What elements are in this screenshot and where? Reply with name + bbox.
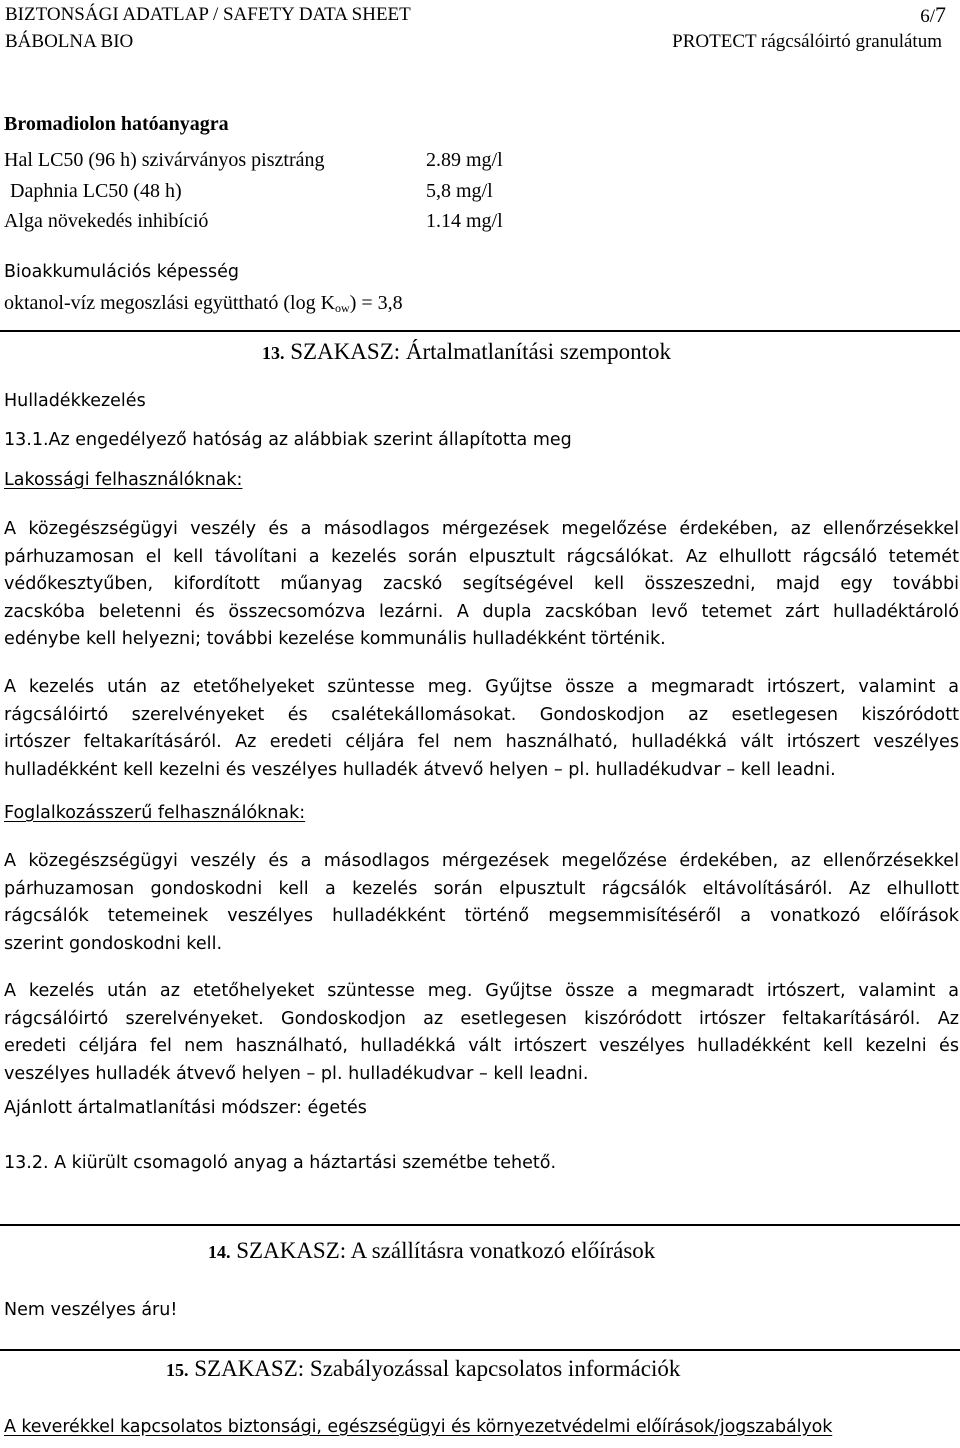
paragraph-line: hulladékként kell kezelni és veszélyes hulladék átvevő helyen – pl. hulladékudvar – kell leadni. (4, 759, 836, 780)
paragraph-line: rágcsálóirtó szerelvényeket. Gondoskodjon az esetlegesen kiszóródott irtószer feltakarításáról. Az (4, 1008, 959, 1029)
bioaccumulation-value (4, 292, 403, 316)
ecotox-row-label: Alga növekedés inhibíció (4, 210, 209, 232)
paragraph-line: A kezelés után az etetőhelyeket szüntesse meg. Gyűjtse össze a megmaradt irtószert, valamint a (4, 981, 959, 1001)
regulatory-text: A keverékkel kapcsolatos biztonsági, egészségügyi és környezetvédelmi előírások/jogszabályok (4, 1417, 833, 1437)
paragraph-line: párhuzamosan el kell távolítani a kezelés során elpusztult rágcsálókat. Az elhullott rágcsáló tetemét (4, 546, 959, 567)
bioacc-text-end: ) = 3,8 (349, 292, 403, 314)
subsection-13-1: 13.1.Az engedélyező hatóság az alábbiak szerint állapította meg (4, 430, 572, 450)
section-14-title: SZAKASZ: A szállításra vonatkozó előírások (236, 1238, 656, 1263)
section-15-heading (166, 1356, 680, 1382)
ecotox-row-value: 5,8 mg/l (426, 180, 493, 202)
paragraph-line: A közegészségügyi veszély és a másodlagos mérgezések megelőzése érdekében, az ellenőrzésekkel (4, 519, 959, 539)
paragraph-line: edénybe kell helyezni; további kezelése kommunális hulladékként történik. (4, 629, 666, 649)
bioacc-text: oktanol-víz megoszlási együttható (log K (4, 292, 336, 314)
section-15-title: SZAKASZ: Szabályozással kapcsolatos információk (194, 1356, 681, 1381)
page-separator: / (929, 6, 935, 27)
section-divider (0, 330, 960, 332)
residential-paragraph-1 (4, 516, 959, 654)
ecotox-row-label: Daphnia LC50 (48 h) (10, 180, 182, 202)
bromadiolon-heading: Bromadiolon hatóanyagra (4, 113, 229, 135)
header-product-name: PROTECT rágcsálóirtó granulátum (672, 31, 942, 52)
professional-users-label: Foglalkozásszerű felhasználóknak: (4, 803, 306, 823)
section-13-heading (262, 339, 671, 365)
paragraph-line: szerint gondoskodni kell. (4, 933, 223, 954)
paragraph-line: A kezelés után az etetőhelyeket szüntesse meg. Gyűjtse össze a megmaradt irtószert, valamint a (4, 677, 959, 697)
paragraph-line: rágcsálók tetemeinek veszélyes hulladékként történő megsemmisítéséről a vonatkozó előírások (4, 906, 959, 926)
bioaccumulation-title: Bioakkumulációs képesség (4, 262, 239, 282)
professional-paragraph-2 (4, 978, 959, 1088)
header-doc-type: BIZTONSÁGI ADATLAP / SAFETY DATA SHEET (5, 4, 411, 25)
subsection-13-2: 13.2. A kiürült csomagoló anyag a háztartási szemétbe tehető. (4, 1153, 557, 1173)
section-divider (0, 1349, 960, 1351)
paragraph-line: veszélyes hulladék átvevő helyen – pl. hulladékudvar – kell leadni. (4, 1063, 589, 1084)
waste-management-label: Hulladékkezelés (4, 391, 146, 411)
paragraph-line: rágcsálóirtó szerelvényeket és csalétekállomásokat. Gondoskodjon az esetlegesen kiszóródott (4, 704, 959, 725)
paragraph-line: irtószer feltakarításáról. Az eredeti céljára fel nem használható, hulladékká vált irtószert veszélyes (4, 732, 959, 752)
ecotox-row-value: 2.89 mg/l (426, 149, 503, 171)
paragraph-line: A közegészségügyi veszély és a másodlagos mérgezések megelőzése érdekében, az ellenőrzésekkel (4, 851, 959, 871)
header-page-number (920, 2, 946, 28)
ecotox-row-label: Hal LC50 (96 h) szivárványos pisztráng (4, 149, 325, 171)
section-14-heading (208, 1238, 655, 1264)
page-total: 7 (935, 2, 946, 27)
recommended-disposal-method: Ajánlott ártalmatlanítási módszer: égetés (4, 1098, 367, 1118)
paragraph-line: védőkesztyűben, kifordított műanyag zacskó segítségével kell összeszedni, majd egy további (4, 574, 959, 594)
section-13-title: SZAKASZ: Ártalmatlanítási szempontok (290, 339, 671, 364)
page-current: 6 (920, 6, 930, 27)
section-13-number: 13. (262, 343, 285, 363)
ecotox-row-value: 1.14 mg/l (426, 210, 503, 232)
section-15-number: 15. (166, 1360, 189, 1380)
section-14-number: 14. (208, 1242, 231, 1262)
paragraph-line: eredeti céljára fel nem használható, hulladékká vált irtószert veszélyes hulladékként kell kezelni és (4, 1036, 959, 1056)
residential-users-label: Lakossági felhasználóknak: (4, 470, 243, 490)
paragraph-line: zacskóba beletenni és összecsomózva lezárni. A dupla zacskóban levő tetemet zárt hulladéktároló (4, 601, 959, 622)
section-divider (0, 1224, 960, 1226)
paragraph-line: párhuzamosan gondoskodni kell a kezelés során elpusztult rágcsálók eltávolításáról. Az elhullott (4, 878, 959, 899)
transport-status: Nem veszélyes áru! (4, 1300, 178, 1320)
header-company: BÁBOLNA BIO (5, 31, 134, 52)
residential-paragraph-2 (4, 674, 959, 784)
bioacc-subscript: ow (335, 301, 350, 315)
professional-paragraph-1 (4, 848, 959, 958)
